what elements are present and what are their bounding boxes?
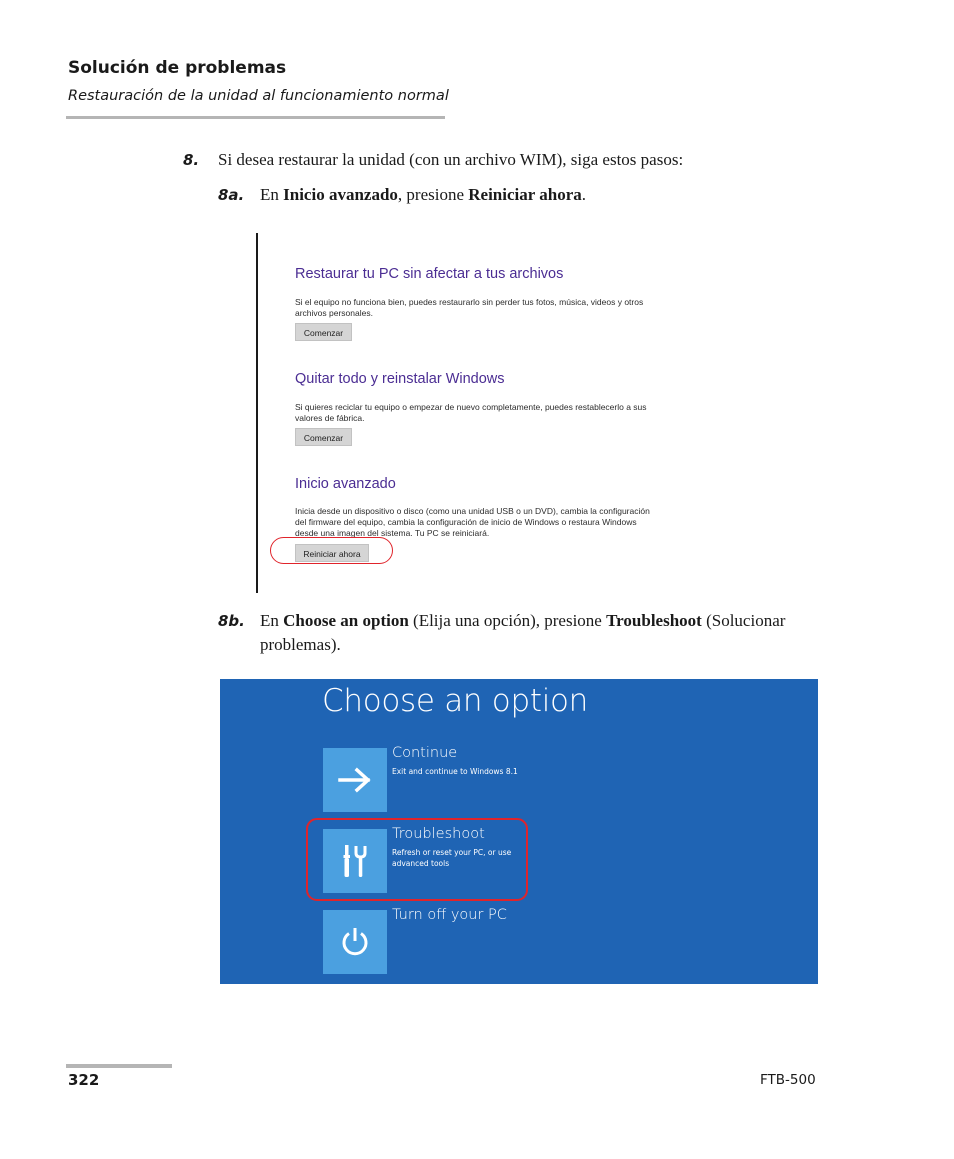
turn-off-tile[interactable] [323, 910, 387, 974]
troubleshoot-label[interactable]: Troubleshoot [392, 826, 485, 842]
power-icon [339, 926, 371, 958]
continue-label[interactable]: Continue [392, 745, 458, 761]
step-text-prefix: En [260, 185, 284, 204]
option-description: Si quieres reciclar tu equipo o empezar de nuevo completamente, puedes restablecerlo a sus valores de fábrica. [295, 402, 647, 423]
option-heading-reset: Quitar todo y reinstalar Windows [295, 371, 505, 387]
document-code: FTB-500 [760, 1072, 816, 1088]
highlight-circle [270, 537, 393, 564]
step-number: 8b. [218, 612, 245, 630]
step-term: Reiniciar ahora [468, 185, 582, 204]
restart-now-button[interactable]: Reiniciar ahora [295, 544, 369, 562]
step-term: Inicio avanzado [283, 185, 398, 204]
step-term: Troubleshoot [606, 611, 702, 630]
screenshot-left-border [256, 233, 258, 593]
section-subtitle: Restauración de la unidad al funcionamiento normal [68, 88, 449, 104]
step-number: 8. [183, 151, 200, 169]
reset-start-button[interactable]: Comenzar [295, 428, 352, 446]
continue-tile[interactable] [323, 748, 387, 812]
continue-description: Exit and continue to Windows 8.1 [392, 767, 518, 776]
step-text-middle: , presione [397, 185, 469, 204]
step-text [260, 609, 830, 657]
option-heading-advanced-startup: Inicio avanzado [295, 476, 396, 492]
footer-rule [66, 1064, 172, 1068]
option-description: Si el equipo no funciona bien, puedes restaurarlo sin perder tus fotos, música, videos y otros archivos personales. [295, 297, 644, 318]
refresh-start-button[interactable]: Comenzar [295, 323, 352, 341]
option-heading-refresh: Restaurar tu PC sin afectar a tus archivos [295, 266, 564, 282]
step-text-prefix: En [260, 611, 284, 630]
choose-option-title: Choose an option [322, 683, 589, 719]
step-text-suffix: . [581, 185, 586, 204]
page-number: 322 [68, 1071, 100, 1089]
step-number: 8a. [218, 186, 245, 204]
section-title: Solución de problemas [68, 58, 287, 78]
troubleshoot-description: Refresh or reset your PC, or use advanced tools [392, 848, 512, 868]
choose-option-screenshot [220, 679, 818, 984]
step-term: Choose an option [283, 611, 409, 630]
step-text-middle: (Elija una opción), presione [408, 611, 607, 630]
option-description: Inicia desde un dispositivo o disco (como una unidad USB o un DVD), cambia la configuración del firmware del equipo, cambia la configuración de inicio de Windows o restaura Windows desde una imagen del sistema. Tu PC se reiniciará. [295, 506, 650, 538]
highlight-circle [306, 818, 528, 901]
arrow-right-icon [338, 767, 372, 793]
step-text-suffix: (Solucionar problemas). [260, 611, 786, 654]
step-text [260, 183, 586, 207]
step-text: Si desea restaurar la unidad (con un archivo WIM), siga estos pasos: [218, 150, 684, 169]
turn-off-label[interactable]: Turn off your PC [392, 907, 507, 923]
header-rule [66, 116, 445, 119]
